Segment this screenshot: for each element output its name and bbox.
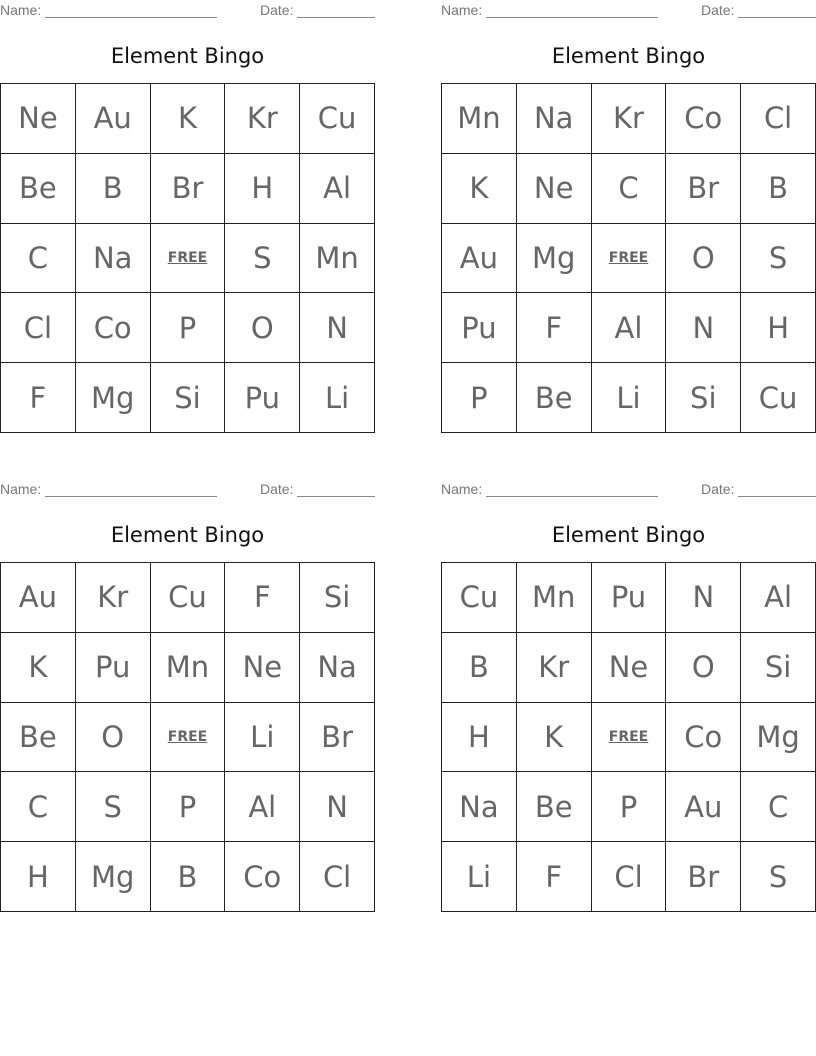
name-label: Name: [441,2,483,18]
bingo-cell: Mg [76,363,151,433]
bingo-cell: K [1,633,76,703]
bingo-cell: P [151,772,226,842]
bingo-cell: Mn [151,633,226,703]
bingo-cell: Ne [1,84,76,154]
name-label: Name: [0,481,42,497]
bingo-cell: S [76,772,151,842]
bingo-grid [0,562,375,912]
bingo-cell: C [1,224,76,294]
bingo-grid [441,83,816,433]
bingo-cell: N [300,772,375,842]
bingo-cell: Al [300,154,375,224]
bingo-cell: P [592,772,667,842]
bingo-cell: Au [442,224,517,294]
bingo-grid [441,562,816,912]
name-line [486,496,658,497]
bingo-card [441,0,816,440]
card-title: Element Bingo [551,523,706,547]
bingo-grid [0,83,375,433]
date-label: Date: [701,2,735,18]
bingo-cell: Cu [442,563,517,633]
bingo-cell: Mg [741,703,816,773]
bingo-cell: Pu [592,563,667,633]
bingo-cell: Br [300,703,375,773]
bingo-cell: Pu [76,633,151,703]
bingo-cell: Al [225,772,300,842]
date-line [297,17,375,18]
bingo-cell: Li [300,363,375,433]
bingo-cell: Mn [300,224,375,294]
bingo-cell: N [666,293,741,363]
bingo-cell: N [300,293,375,363]
date-label: Date: [260,2,294,18]
bingo-cell: B [442,633,517,703]
bingo-cell: Si [300,563,375,633]
bingo-cell: Co [76,293,151,363]
free-space: FREE [151,224,226,294]
card-header [441,481,816,497]
bingo-cell: O [666,633,741,703]
bingo-cell: Na [517,84,592,154]
name-line [45,17,217,18]
bingo-cell: Br [666,842,741,912]
date-label: Date: [701,481,735,497]
bingo-cell: Cu [151,563,226,633]
bingo-cell: O [225,293,300,363]
free-space: FREE [592,224,667,294]
bingo-cell: Kr [592,84,667,154]
name-line [486,17,658,18]
bingo-cell: Mg [76,842,151,912]
bingo-cell: H [225,154,300,224]
card-title: Element Bingo [551,44,706,68]
bingo-cell: N [666,563,741,633]
card-header [0,481,375,497]
bingo-cell: Co [666,703,741,773]
bingo-card [441,479,816,919]
bingo-cell: S [225,224,300,294]
bingo-cell: H [1,842,76,912]
bingo-cell: O [76,703,151,773]
bingo-cell: Si [151,363,226,433]
bingo-cell: F [225,563,300,633]
name-line [45,496,217,497]
bingo-cell: Al [592,293,667,363]
bingo-cell: O [666,224,741,294]
bingo-cell: Au [76,84,151,154]
card-title: Element Bingo [110,523,265,547]
bingo-cell: P [442,363,517,433]
card-header [441,2,816,18]
bingo-cell: B [741,154,816,224]
bingo-cell: F [1,363,76,433]
bingo-cell: Na [442,772,517,842]
bingo-cell: Mn [517,563,592,633]
bingo-cell: C [741,772,816,842]
bingo-cell: Na [76,224,151,294]
bingo-cell: Be [517,363,592,433]
bingo-cell: Cu [300,84,375,154]
bingo-cell: Si [666,363,741,433]
bingo-cell: H [442,703,517,773]
bingo-cell: F [517,842,592,912]
bingo-cell: S [741,842,816,912]
free-space: FREE [151,703,226,773]
bingo-cell: Co [666,84,741,154]
bingo-card [0,0,375,440]
bingo-cell: Al [741,563,816,633]
bingo-cell: K [517,703,592,773]
bingo-cell: Cu [741,363,816,433]
bingo-cell: Kr [76,563,151,633]
bingo-cell: Be [1,703,76,773]
bingo-cell: Cl [592,842,667,912]
bingo-cell: P [151,293,226,363]
bingo-cell: Be [1,154,76,224]
bingo-cell: Kr [225,84,300,154]
bingo-cell: Cl [741,84,816,154]
bingo-cell: Li [442,842,517,912]
card-header [0,2,375,18]
bingo-cell: Au [666,772,741,842]
bingo-cell: Mn [442,84,517,154]
bingo-cell: Br [151,154,226,224]
date-line [738,496,816,497]
bingo-cell: Au [1,563,76,633]
bingo-cell: Si [741,633,816,703]
bingo-cell: C [592,154,667,224]
bingo-cell: C [1,772,76,842]
bingo-cell: Co [225,842,300,912]
bingo-cell: B [151,842,226,912]
bingo-cell: B [76,154,151,224]
bingo-cell: K [442,154,517,224]
name-label: Name: [0,2,42,18]
bingo-cell: H [741,293,816,363]
card-title: Element Bingo [110,44,265,68]
bingo-cell: Ne [517,154,592,224]
bingo-cell: Ne [225,633,300,703]
bingo-cell: F [517,293,592,363]
bingo-cell: Br [666,154,741,224]
bingo-cell: Kr [517,633,592,703]
name-label: Name: [441,481,483,497]
bingo-cell: Na [300,633,375,703]
bingo-cell: S [741,224,816,294]
bingo-cell: Ne [592,633,667,703]
bingo-cell: K [151,84,226,154]
date-label: Date: [260,481,294,497]
bingo-cell: Cl [300,842,375,912]
bingo-cell: Cl [1,293,76,363]
bingo-cell: Mg [517,224,592,294]
free-space: FREE [592,703,667,773]
bingo-cell: Be [517,772,592,842]
date-line [738,17,816,18]
bingo-cell: Pu [442,293,517,363]
date-line [297,496,375,497]
bingo-card [0,479,375,919]
bingo-cell: Pu [225,363,300,433]
bingo-cell: Li [592,363,667,433]
bingo-cell: Li [225,703,300,773]
